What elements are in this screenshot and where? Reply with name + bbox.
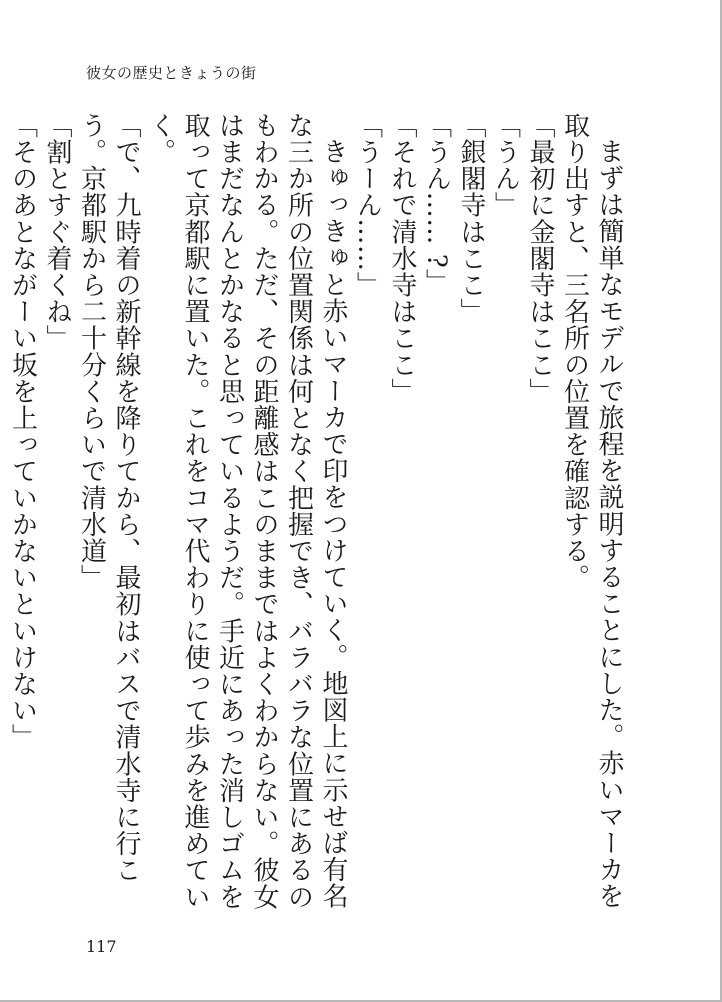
paragraph: きゅっきゅと赤いマーカで印をつけていく。地図上に示せば有名な三か所の位置関係は何となく把握でき、バラバラな位置にあるのもわかる。ただ、その距離感はこのままではよくわからない。彼女はまだなんとかなると思っているようだ。手近にあった消しゴムを取って京都駅に置いた。これをコマ代わりに使って歩みを進めていく。 — [145, 112, 348, 910]
dialogue-line: 「うん…… ?」 — [421, 112, 452, 296]
dialogue-line: 「最初に金閣寺はここ」 — [525, 112, 555, 405]
running-header-title: 彼女の歴史ときょうの街 — [86, 64, 257, 82]
dialogue-line: 「銀閣寺はここ」 — [456, 112, 486, 325]
body-text — [7, 112, 626, 932]
paragraph: まずは簡単なモデルで旅程を説明することにした。赤いマーカを取り出すと、三名所の位置を確認する。 — [559, 112, 624, 910]
dialogue-line: 「うん」 — [490, 112, 521, 219]
dialogue-line: 「うーん……」 — [352, 112, 383, 299]
dialogue-line: 「それで清水寺はここ」 — [387, 112, 417, 405]
dialogue-line: 「で、九時着の新幹線を降りてから、最初はバスで清水寺に行こう。京都駅から二十分くらいで清水道」 — [76, 112, 141, 884]
dialogue-line: 「割とすぐ着くね」 — [42, 112, 72, 352]
page-number: 117 — [86, 937, 117, 956]
dialogue-line: 「そのあとながーい坂を上っていかないといけない」 — [7, 112, 38, 751]
